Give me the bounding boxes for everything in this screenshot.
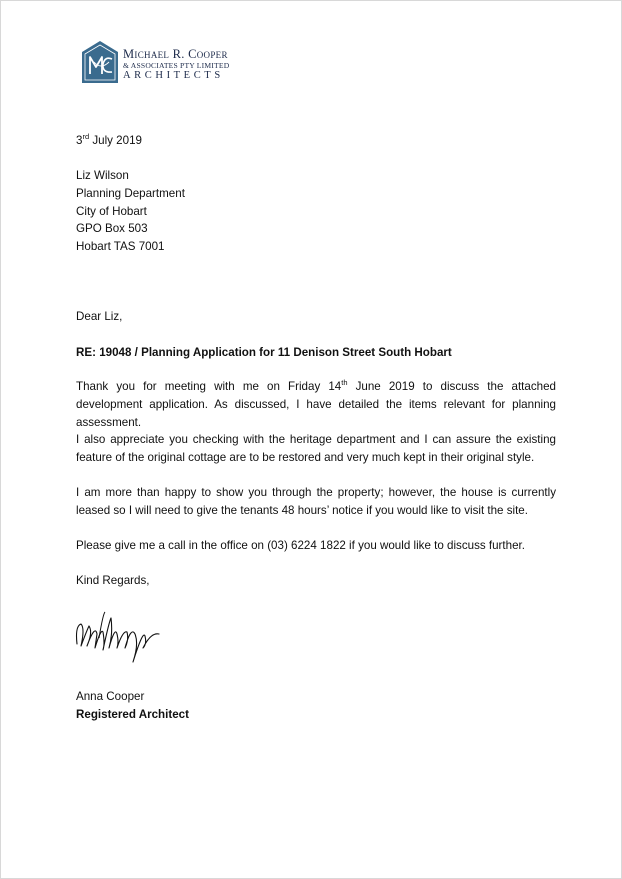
logo-name: Michael R. Cooper bbox=[123, 47, 228, 61]
logo-firm: ARCHITECTS bbox=[123, 70, 224, 81]
body-paragraph-2: I also appreciate you checking with the heritage department and I can assure the existing feature of the original cottage are to be restored and very much kept in their original style. bbox=[76, 433, 556, 464]
logo-subline: & ASSOCIATES PTY LIMITED bbox=[123, 61, 230, 70]
sender-block bbox=[76, 688, 189, 724]
body-paragraph-1: Thank you for meeting with me on Friday 14th June 2019 to discuss the attached development application. As discussed, I have detailed the items relevant for planning assessment. bbox=[76, 378, 556, 429]
letter-date: 3rd July 2019 bbox=[76, 132, 142, 147]
subject-line: RE: 19048 / Planning Application for 11 Denison Street South Hobart bbox=[76, 346, 452, 359]
body-paragraph-3: I am more than happy to show you through the property; however, the house is currently leased so I will need to give the tenants 48 hours’ notice if you would like to visit the site. bbox=[76, 486, 556, 517]
recipient-address bbox=[76, 167, 185, 256]
recipient-city: Hobart TAS 7001 bbox=[76, 240, 165, 254]
sender-name: Anna Cooper bbox=[76, 690, 145, 703]
sender-title: Registered Architect bbox=[76, 707, 189, 721]
logo-text bbox=[123, 48, 293, 82]
closing-line: Kind Regards, bbox=[76, 574, 150, 587]
salutation: Dear Liz, bbox=[76, 310, 123, 323]
body-paragraph-4: Please give me a call in the office on (03) 6224 1822 if you would like to discuss further. bbox=[76, 539, 525, 552]
monogram-logo-icon bbox=[81, 40, 119, 84]
recipient-department: Planning Department bbox=[76, 186, 185, 200]
recipient-name: Liz Wilson bbox=[76, 169, 129, 182]
recipient-postbox: GPO Box 503 bbox=[76, 222, 148, 236]
handwritten-signature-icon bbox=[73, 604, 165, 666]
recipient-organisation: City of Hobart bbox=[76, 204, 147, 218]
